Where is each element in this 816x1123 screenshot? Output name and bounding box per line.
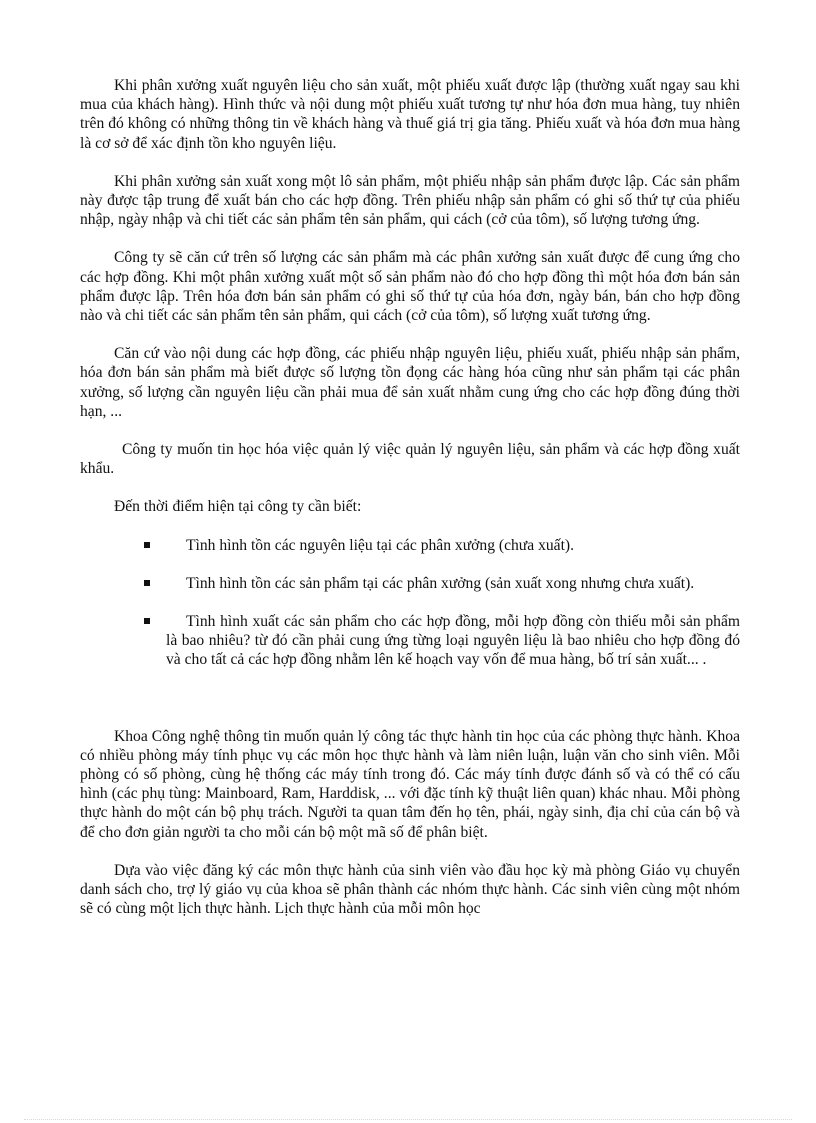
list-item-text: Tình hình xuất các sản phẩm cho các hợp đồng, mỗi hợp đồng còn thiếu mỗi sản phẩm là bao nhiêu? từ đó cần phải cung ứng từng loại nguyên liệu là bao nhiêu cho hợp đồng đó và cho tất cả các hợp đồng nhằm lên kế hoạch vay vốn để mua hàng, bố trí sản xuất... . xyxy=(166,613,740,669)
paragraph-gap xyxy=(80,229,740,248)
paragraph-gap xyxy=(80,517,740,536)
square-bullet-icon xyxy=(144,580,150,586)
list-item xyxy=(80,612,740,670)
paragraph-product-import: Khi phân xưởng sản xuất xong một lô sản phẩm, một phiếu nhập sản phẩm được lập. Các sản phẩm này được tập trung để xuất bán cho các hợp đồng. Trên phiếu nhập sản phẩm có ghi số thứ tự của phiếu nhập, ngày nhập và chi tiết các sản phẩm tên sản phẩm, qui cách (cở của tôm), số lượng tương ứng. xyxy=(80,172,740,229)
list-item-text: Tình hình tồn các nguyên liệu tại các phân xưởng (chưa xuất). xyxy=(186,536,575,554)
requirements-list xyxy=(80,536,740,670)
paragraph-gap xyxy=(80,421,740,440)
paragraph-gap xyxy=(80,555,740,574)
paragraph-material-export: Khi phân xưởng xuất nguyên liệu cho sản xuất, một phiếu xuất được lập (thường xuất ngay sau khi mua của khách hàng). Hình thức và nội dung một phiếu xuất tương tự như hóa đơn mua hàng, tuy nhiên trên đó không có những thông tin về khách hàng và thuế giá trị gia tăng. Phiếu xuất và hóa đơn mua hàng là cơ sở để xác định tồn kho nguyên liệu. xyxy=(80,77,740,152)
paragraph-gap xyxy=(80,478,740,497)
paragraph-it-faculty: Khoa Công nghệ thông tin muốn quản lý công tác thực hành tin học của các phòng thực hành. Khoa có nhiều phòng máy tính phục vụ các môn học thực hành và làm niên luận, luận văn cho sinh viên. Mỗi phòng có số phòng, cùng hệ thống các máy tính trong đó. Các máy tính được đánh số và có thể có cấu hình (các phụ tùng: Mainboard, Ram, Harddisk, ... với đặc tính kỹ thuật liên quan) khác nhau. Mỗi phòng thực hành do một cán bộ phụ trách. Người ta quan tâm đến họ tên, phái, ngày sinh, địa chỉ của cán bộ và để cho đơn giản người ta cho mỗi cán bộ một mã số để phân biệt. xyxy=(80,727,740,841)
document-page xyxy=(80,76,740,919)
list-item xyxy=(80,536,740,555)
paragraph-requirements-intro: Đến thời điểm hiện tại công ty cần biết: xyxy=(114,498,362,516)
paragraph-gap xyxy=(80,842,740,861)
square-bullet-icon xyxy=(144,618,150,624)
paragraph-sales-invoice: Công ty sẽ căn cứ trên số lượng các sản phẩm mà các phân xưởng sản xuất được để cung ứng cho các hợp đồng. Khi một phân xưởng xuất một số sản phẩm nào đó cho hợp đồng thì một hóa đơn bán sản phẩm được lập. Trên hóa đơn bán sản phẩm có ghi số thứ tự của hóa đơn, ngày bán, bán cho hợp đồng nào và chi tiết các sản phẩm tên sản phẩm, qui cách (cở của tôm), số lượng xuất tương ứng. xyxy=(80,249,740,325)
list-item-text: Tình hình tồn các sản phẩm tại các phân xưởng (sản xuất xong nhưng chưa xuất). xyxy=(186,574,695,592)
paragraph-gap xyxy=(80,153,740,172)
paragraph-computerization-goal: Công ty muốn tin học hóa việc quản lý việc quản lý nguyên liệu, sản phẩm và các hợp đồng xuất khẩu. xyxy=(80,441,740,478)
page-bottom-rule xyxy=(24,1119,792,1120)
list-item xyxy=(80,574,740,593)
paragraph-gap xyxy=(80,593,740,612)
paragraph-practice-groups: Dựa vào việc đăng ký các môn thực hành của sinh viên vào đầu học kỳ mà phòng Giáo vụ chuyển danh sách cho, trợ lý giáo vụ của khoa sẽ phân thành các nhóm thực hành. Các sinh viên cùng một nhóm sẽ có cùng một lịch thực hành. Lịch thực hành của mỗi môn học xyxy=(80,861,740,918)
section-gap xyxy=(80,670,740,727)
paragraph-inventory-basis: Căn cứ vào nội dung các hợp đồng, các phiếu nhập nguyên liệu, phiếu xuất, phiếu nhập sản phẩm, hóa đơn bán sản phẩm mà biết được số lượng tồn đọng các hàng hóa cũng như sản phẩm tại các phân xưởng, số lượng cần nguyên liệu cần phải mua để sản xuất nhằm cung ứng cho các hợp đồng đúng thời hạn, ... xyxy=(80,345,740,420)
square-bullet-icon xyxy=(144,542,150,548)
paragraph-gap xyxy=(80,325,740,344)
